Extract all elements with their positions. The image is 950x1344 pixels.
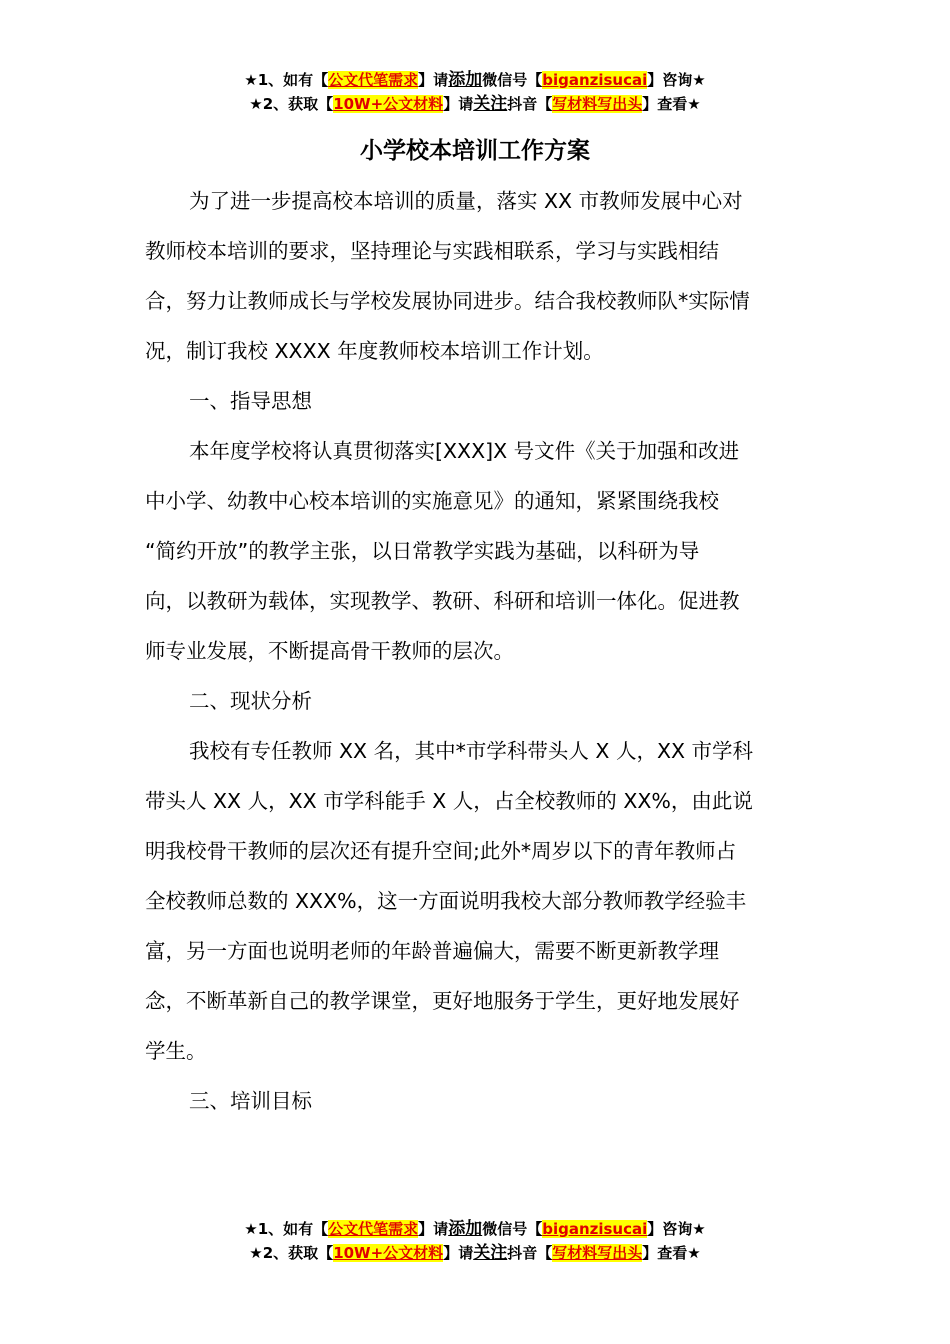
section-heading xyxy=(145,1080,815,1130)
text-line: 带头人 XX 人，XX 市学科能手 X 人，占全校教师的 XX%，由此说 xyxy=(145,789,753,813)
wechat-id: biganzisucai xyxy=(542,71,648,89)
text: 抖音【 xyxy=(507,95,553,113)
text-line: 为了进一步提高校本培训的质量，落实 XX 市教师发展中心对 xyxy=(189,189,743,213)
text: 】查看★ xyxy=(642,95,701,113)
highlight: 写材料写出头 xyxy=(552,1244,643,1262)
text: 】咨询★ xyxy=(647,71,706,89)
text-line: 二、现状分析 xyxy=(189,689,312,713)
text-line: 全校教师总数的 XXX%，这一方面说明我校大部分教师教学经验丰 xyxy=(145,889,747,913)
text-line: 一、指导思想 xyxy=(189,389,312,413)
text: 】请 xyxy=(443,95,474,113)
text-line: 师专业发展，不断提高骨干教师的层次。 xyxy=(145,639,514,663)
text: ★2、获取【 xyxy=(249,95,334,113)
text: 微信号【 xyxy=(482,1220,543,1238)
text-line: 学生。 xyxy=(145,1039,207,1063)
text-line: 富，另一方面也说明老师的年龄普遍偏大，需要不断更新教学理 xyxy=(145,939,719,963)
text-line: 我校有专任教师 XX 名，其中*市学科带头人 X 人，XX 市学科 xyxy=(189,739,754,763)
text: 抖音【 xyxy=(507,1244,553,1262)
document-title: 小学校本培训工作方案 xyxy=(360,138,590,164)
text-line: “简约开放”的教学主张，以日常教学实践为基础，以科研为导 xyxy=(145,539,700,563)
text-line: 合，努力让教师成长与学校发展协同进步。结合我校教师队*实际情 xyxy=(145,289,750,313)
text-line: 向，以教研为载体，实现教学、教研、科研和培训一体化。促进教 xyxy=(145,589,740,613)
highlight: 写材料写出头 xyxy=(552,95,643,113)
banner-line-2 xyxy=(0,1241,950,1265)
underlined-text: 添加 xyxy=(448,70,483,90)
highlight: 10W+公文材料 xyxy=(333,95,444,113)
text: 】查看★ xyxy=(642,1244,701,1262)
highlight: 公文代笔需求 xyxy=(328,1220,419,1238)
highlight: 公文代笔需求 xyxy=(328,71,419,89)
text: ★1、如有【 xyxy=(244,71,329,89)
text: 】咨询★ xyxy=(647,1220,706,1238)
text-line: 教师校本培训的要求，坚持理论与实践相联系，学习与实践相结 xyxy=(145,239,719,263)
text: ★1、如有【 xyxy=(244,1220,329,1238)
text: 微信号【 xyxy=(482,71,543,89)
text-line: 中小学、幼教中心校本培训的实施意见》的通知，紧紧围绕我校 xyxy=(145,489,719,513)
text-line: 况，制订我校 XXXX 年度教师校本培训工作计划。 xyxy=(145,339,604,363)
text-line: 三、培训目标 xyxy=(189,1089,312,1113)
header-banner xyxy=(0,68,950,116)
text: 】请 xyxy=(443,1244,474,1262)
paragraph xyxy=(145,730,815,1080)
underlined-text: 添加 xyxy=(448,1219,483,1239)
banner-line-1 xyxy=(0,1217,950,1241)
section-heading xyxy=(145,680,815,730)
footer-banner xyxy=(0,1217,950,1265)
text-line: 明我校骨干教师的层次还有提升空间;此外*周岁以下的青年教师占 xyxy=(145,839,737,863)
banner-line-1 xyxy=(0,68,950,92)
paragraph xyxy=(145,430,815,680)
paragraph xyxy=(145,180,815,380)
underlined-text: 关注 xyxy=(473,1243,508,1263)
banner-line-2 xyxy=(0,92,950,116)
text-line: 念，不断革新自己的教学课堂，更好地服务于学生，更好地发展好 xyxy=(145,989,740,1013)
text: 】请 xyxy=(418,71,449,89)
section-heading xyxy=(145,380,815,430)
text: ★2、获取【 xyxy=(249,1244,334,1262)
document-body xyxy=(145,180,815,1130)
text-line: 本年度学校将认真贯彻落实[XXX]X 号文件《关于加强和改进 xyxy=(189,439,740,463)
underlined-text: 关注 xyxy=(473,94,508,114)
text: 】请 xyxy=(418,1220,449,1238)
wechat-id: biganzisucai xyxy=(542,1220,648,1238)
highlight: 10W+公文材料 xyxy=(333,1244,444,1262)
